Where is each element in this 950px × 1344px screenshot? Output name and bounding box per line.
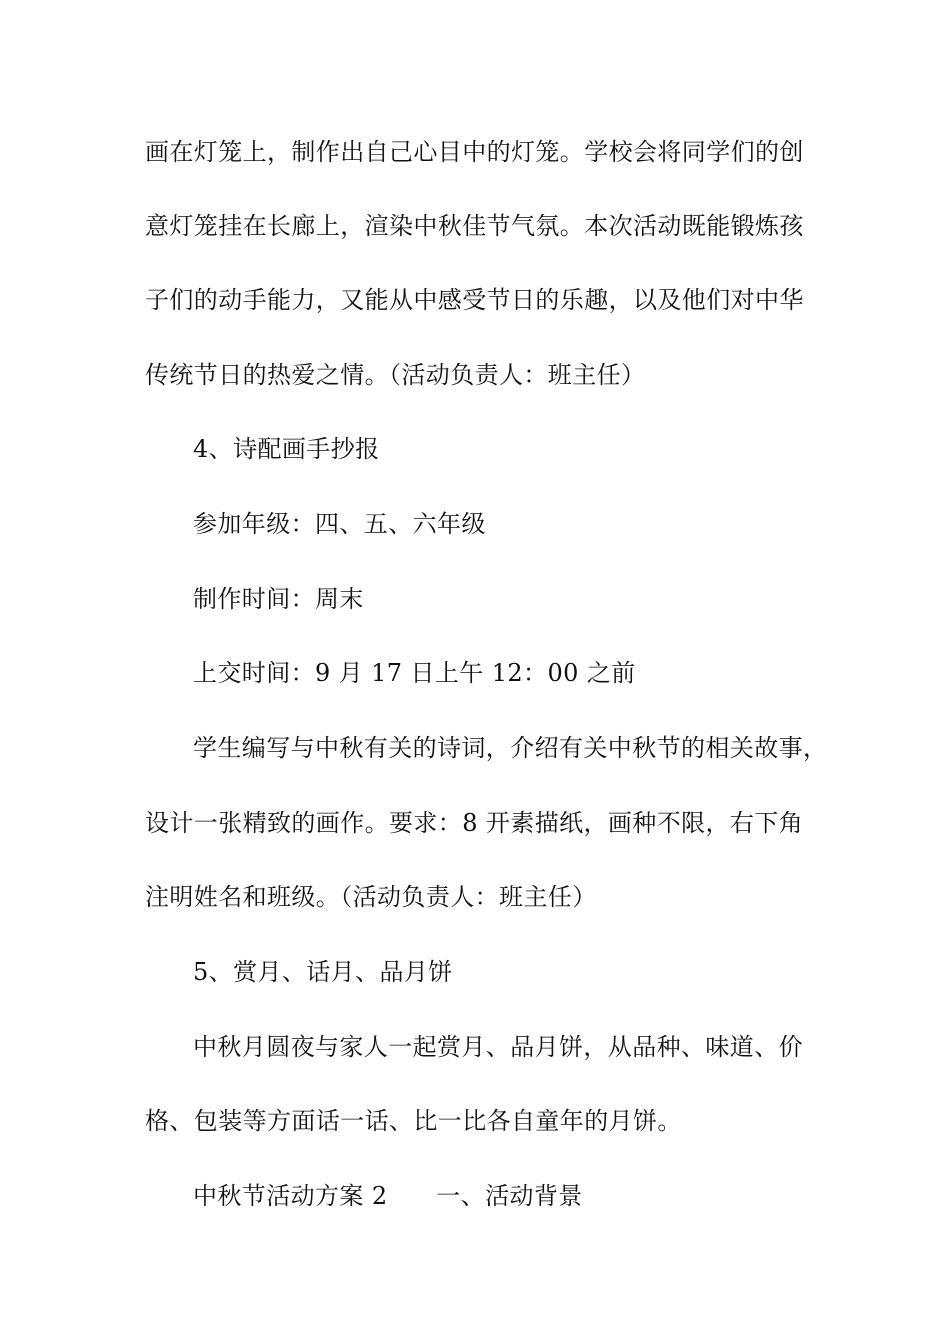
paragraph-line: 制作时间：周末 — [193, 585, 364, 613]
paragraph-line: 中秋月圆夜与家人一起赏月、品月饼，从品种、味道、价 — [193, 1033, 803, 1061]
paragraph-line: 学生编写与中秋有关的诗词，介绍有关中秋节的相关故事， — [193, 734, 828, 762]
section-heading: 4、诗配画手抄报 — [193, 435, 380, 463]
section-heading: 5、赏月、话月、品月饼 — [193, 958, 453, 986]
paragraph-line: 设计一张精致的画作。要求：8 开素描纸，画种不限，右下角 — [145, 809, 804, 837]
paragraph-line: 上交时间：9 月 17 日上午 12：00 之前 — [193, 659, 636, 687]
paragraph-line: 画在灯笼上，制作出自己心目中的灯笼。学校会将同学们的创 — [145, 138, 804, 166]
paragraph-line: 格、包装等方面话一话、比一比各自童年的月饼。 — [145, 1107, 682, 1135]
paragraph-line: 子们的动手能力，又能从中感受节日的乐趣，以及他们对中华 — [145, 286, 804, 314]
section-heading: 中秋节活动方案 2 一、活动背景 — [193, 1182, 583, 1210]
paragraph-line: 参加年级：四、五、六年级 — [193, 510, 486, 538]
paragraph-line: 意灯笼挂在长廊上，渲染中秋佳节气氛。本次活动既能锻炼孩 — [145, 212, 804, 240]
paragraph-line: 传统节日的热爱之情。（活动负责人：班主任） — [145, 361, 646, 389]
paragraph-line: 注明姓名和班级。（活动负责人：班主任） — [145, 883, 597, 911]
